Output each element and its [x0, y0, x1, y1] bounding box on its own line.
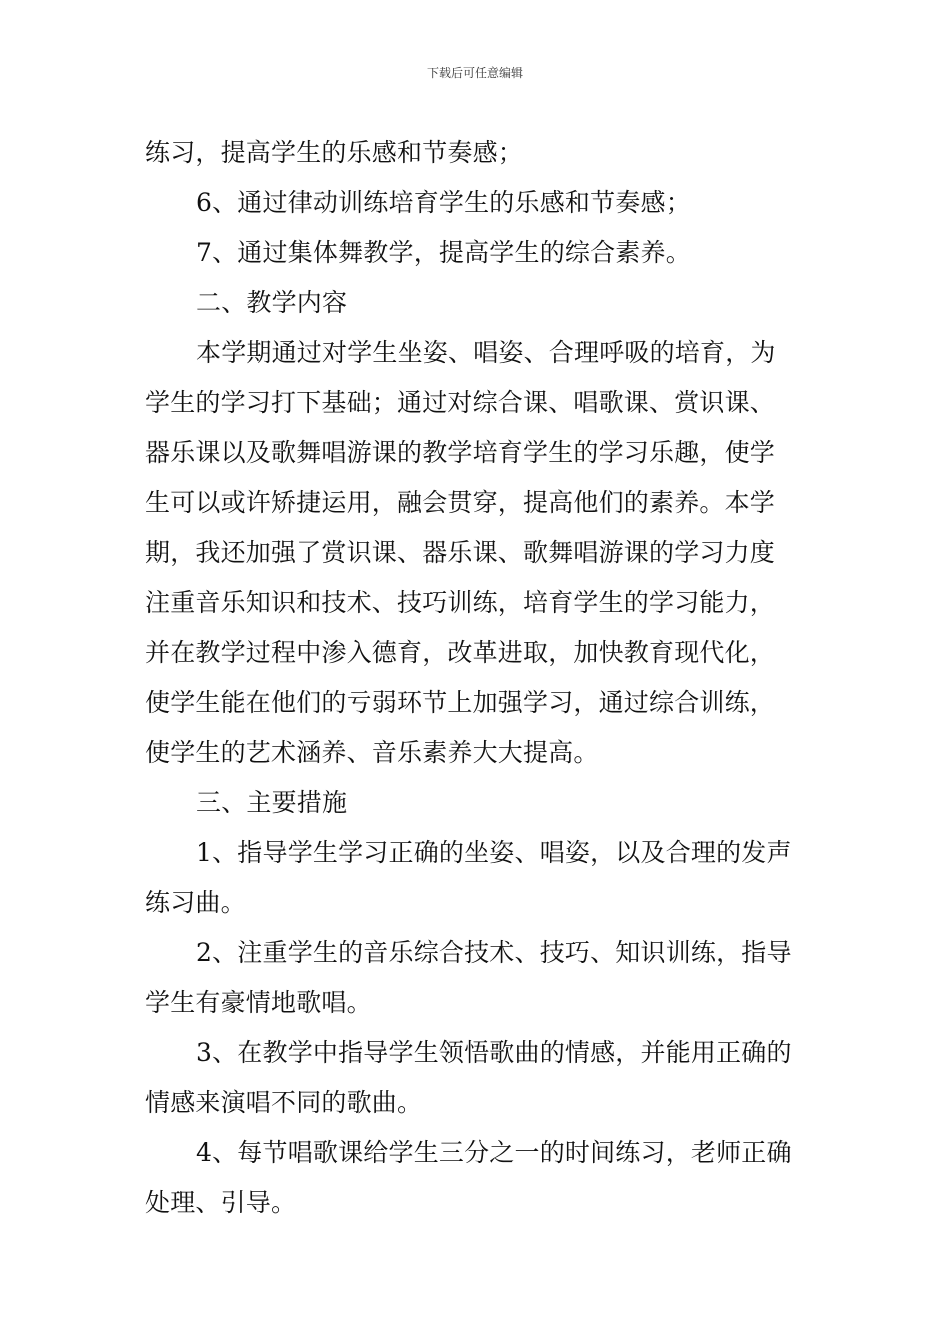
list-item-continuation: 处理、引导。 [145, 1188, 297, 1217]
body-line: 并在教学过程中渗入德育，改革进取，加快教育现代化， [145, 638, 776, 667]
section-heading: 三、主要措施 [196, 788, 348, 817]
body-line: 生可以或许矫捷运用，融会贯穿，提高他们的素养。本学 [145, 488, 776, 517]
section-heading: 二、教学内容 [196, 288, 348, 317]
page-header: 下载后可任意编辑 [426, 66, 523, 80]
list-item-continuation: 学生有豪情地歌唱。 [145, 988, 372, 1017]
list-item: 3、在教学中指导学生领悟歌曲的情感，并能用正确的 [196, 1038, 792, 1067]
body-line: 本学期通过对学生坐姿、唱姿、合理呼吸的培育，为 [196, 338, 776, 367]
list-item: 7、通过集体舞教学，提高学生的综合素养。 [196, 238, 691, 267]
list-item-continuation: 练习曲。 [145, 888, 246, 917]
body-line: 使学生能在他们的亏弱环节上加强学习，通过综合训练， [145, 688, 776, 717]
list-item: 6、通过律动训练培育学生的乐感和节奏感； [196, 188, 691, 217]
body-line: 器乐课以及歌舞唱游课的教学培育学生的学习乐趣，使学 [145, 438, 776, 467]
list-item: 4、每节唱歌课给学生三分之一的时间练习，老师正确 [196, 1138, 792, 1167]
document-body [145, 128, 807, 1228]
body-line: 练习，提高学生的乐感和节奏感； [145, 138, 524, 167]
body-line: 使学生的艺术涵养、音乐素养大大提高。 [145, 738, 599, 767]
body-line: 学生的学习打下基础；通过对综合课、唱歌课、赏识课、 [145, 388, 776, 417]
list-item-continuation: 情感来演唱不同的歌曲。 [145, 1088, 423, 1117]
list-item: 2、注重学生的音乐综合技术、技巧、知识训练，指导 [196, 938, 792, 967]
list-item: 1、指导学生学习正确的坐姿、唱姿，以及合理的发声 [196, 838, 792, 867]
body-line: 期，我还加强了赏识课、器乐课、歌舞唱游课的学习力度 [145, 538, 776, 567]
body-line: 注重音乐知识和技术、技巧训练，培育学生的学习能力， [145, 588, 776, 617]
